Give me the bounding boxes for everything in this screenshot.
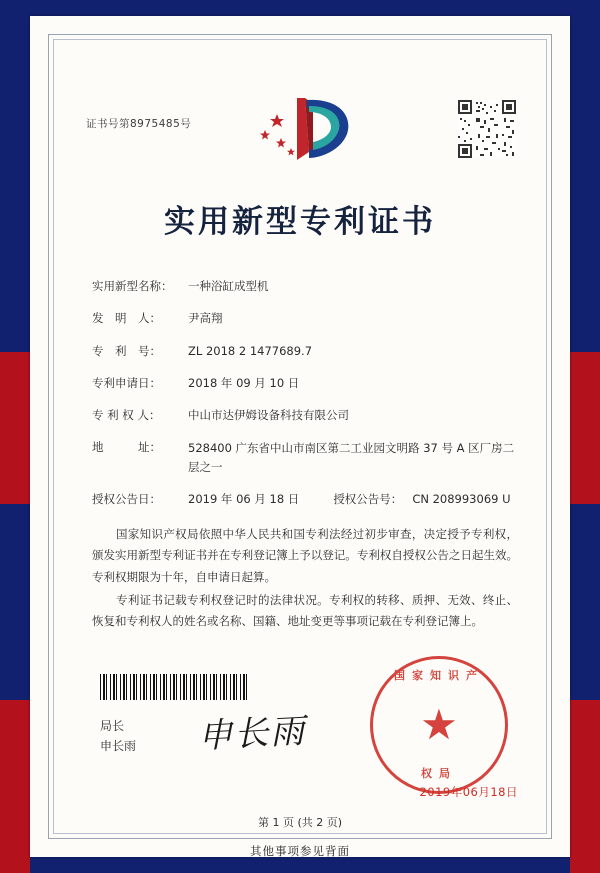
certificate-header (64, 88, 536, 178)
field-patentee (92, 407, 522, 424)
field-label: 专利申请日： (92, 375, 161, 390)
handwritten-signature: 申长雨 (197, 711, 308, 757)
field-patent-number (92, 343, 522, 360)
certificate-paper (30, 16, 570, 857)
field-label: 实用新型名称： (92, 279, 173, 293)
seal-star-icon: ★ (420, 700, 458, 749)
field-label: 专 利 号： (92, 343, 161, 358)
field-value-secondary: CN 208993069 U (412, 492, 511, 507)
paragraph-1: 国家知识产权局依照中华人民共和国专利法经过初步审查，决定授予专利权，颁发实用新型专利证书并在专利登记簿上予以登记。专利权自授权公告之日起生效。专利权期限为十年，自申请日起算。 (92, 527, 518, 584)
field-inventor (92, 310, 522, 327)
signature-role-label: 局长 (100, 719, 125, 733)
field-label: 专 利 权 人： (92, 408, 161, 422)
signature-name-label: 申长雨 (100, 739, 137, 754)
official-seal (370, 656, 508, 794)
field-value: 528400 广东省中山市南区第二工业园文明路 37 号 A 区厂房二层之一 (188, 441, 515, 474)
field-utility-model-name (92, 278, 522, 295)
footer-note: 其他事项参见背面 (250, 844, 350, 858)
fields-list (92, 278, 522, 523)
field-address (92, 439, 522, 476)
signature-block (100, 716, 136, 757)
field-value: ZL 2018 2 1477689.7 (188, 343, 313, 358)
field-value: 2018 年 09 月 10 日 (188, 375, 300, 390)
cnipa-logo-icon (235, 90, 365, 168)
field-label: 地 址： (92, 440, 161, 455)
field-label: 授权公告日： (92, 492, 161, 507)
seal-bottom-text: 权局 (421, 767, 457, 780)
field-grant-announcement (92, 491, 522, 508)
certificate-content (30, 16, 570, 857)
field-value: 一种浴缸成型机 (188, 279, 269, 293)
paragraph-2: 专利证书记载专利权登记时的法律状况。专利权的转移、质押、无效、终止、恢复和专利权人的姓名或名称、国籍、地址变更等事项记载在专利登记簿上。 (92, 592, 518, 629)
field-value: 中山市达伊姆设备科技有限公司 (188, 408, 349, 422)
page-number: 第 1 页 (共 2 页) (257, 816, 343, 829)
certificate-number: 证书号第8975485号 (86, 118, 192, 130)
field-value: 尹高翔 (188, 311, 223, 326)
page-title: 实用新型专利证书 (164, 204, 436, 240)
field-value: 2019 年 06 月 18 日 (188, 492, 300, 507)
barcode (100, 674, 250, 700)
legal-text (92, 524, 518, 634)
field-application-date (92, 375, 522, 392)
seal-date: 2019年06月18日 (419, 785, 518, 799)
qr-code-icon (458, 100, 516, 158)
seal-top-text: 国家知识产 (394, 669, 484, 682)
field-label-secondary: 授权公告号： (333, 492, 403, 507)
field-label: 发 明 人： (92, 311, 161, 326)
